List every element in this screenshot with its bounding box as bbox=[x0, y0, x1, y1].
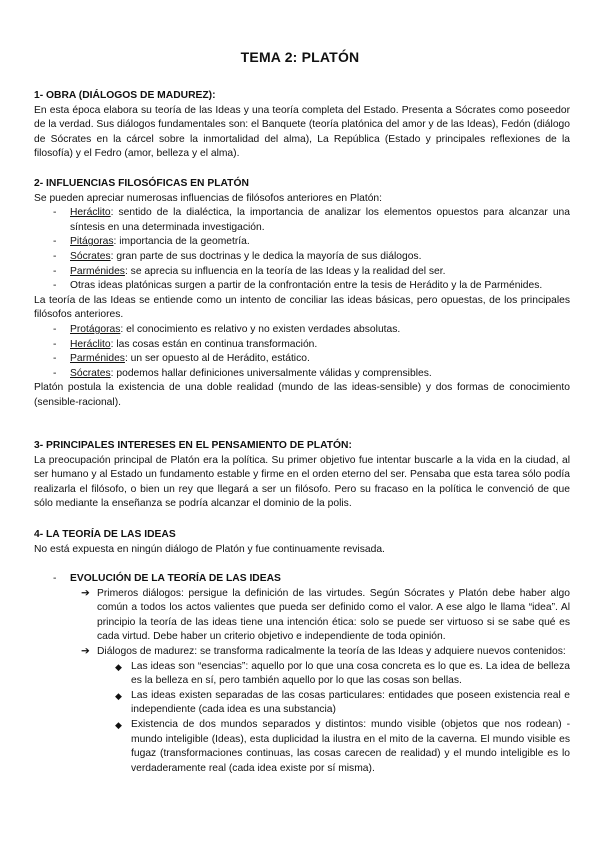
influencias-closing: Platón postula la existencia de una doble realidad (mundo de las ideas-sensible) y dos formas de conocimiento (sensible-racional). bbox=[34, 382, 570, 408]
section-obra bbox=[34, 89, 570, 162]
section-influencias bbox=[34, 177, 570, 411]
section-teoria-ideas bbox=[34, 528, 570, 557]
philosopher-name: Heráclito bbox=[70, 207, 111, 219]
philosopher-name: Parménides bbox=[70, 353, 125, 365]
list-item: - Sócrates: podemos hallar definiciones universalmente válidas y comprensibles. bbox=[34, 367, 570, 382]
list-item: - Parménides: un ser opuesto al de Herádito, estático. bbox=[34, 352, 570, 367]
list-item: ◆ Existencia de dos mundos separados y distintos: mundo visible (objetos que nos rodean) - mundo inteligible (Ideas), esta duplicidad la ilustra en el mito de la caverna. El mundo visible es fugaz (transformaciones continuas, las cosas carecen de realidad) y el mundo inteligible es lo verdaderamente real (cada idea existe por sí misma). bbox=[115, 718, 570, 774]
arrow-icon: ➔ bbox=[81, 587, 90, 599]
influencias-middle: La teoría de las Ideas se entiende como un intento de conciliar las ideas básicas, pero opuestas, de los principales filósofos anteriores. bbox=[34, 294, 570, 321]
list-item: - Pitágoras: importancia de la geometría. bbox=[34, 235, 570, 250]
arrow-icon: ➔ bbox=[81, 645, 90, 657]
section-intereses bbox=[34, 439, 570, 512]
section-heading-obra: 1- OBRA (DIÁLOGOS DE MADUREZ): bbox=[34, 90, 216, 101]
diamond-icon: ◆ bbox=[115, 719, 122, 730]
list-item: ◆ Las ideas son “esencias”: aquello por lo que una cosa concreta es lo que es. La idea de belleza es la belleza en sí, pero también aquello por lo que las cosas son bellas. bbox=[115, 660, 570, 687]
diamond-icon: ◆ bbox=[115, 690, 122, 701]
conciliacion-list bbox=[34, 323, 570, 381]
evolucion-list bbox=[34, 587, 570, 777]
philosopher-name: Sócrates bbox=[70, 250, 111, 262]
list-item: ➔ Diálogos de madurez: se transforma radicalmente la teoría de las Ideas y adquiere nuevos contenidos: ◆ Las ideas son “esencias”: aquello por lo que una cosa concreta es lo que es. La idea de belleza es la belleza en sí, pero también aquello por lo que las cosas son bellas. ◆ Las ideas existen separadas de las cosas particulares: entidades que poseen existencia real e independiente (cada idea es una substancia) ◆ Existencia de dos mundos separados y distintos: mundo visible (objetos que nos rodean) - mundo inteligible (Ideas), esta duplicidad la ilustra en el mito de la caverna. El mundo visible es fugaz (transformaciones continuas, las cosas carecen de realidad) y el mundo inteligible es lo verdaderamente real (cada idea existe por sí misma). bbox=[81, 645, 570, 776]
list-item: - Protágoras: el conocimiento es relativo y no existen verdades absolutas. bbox=[34, 323, 570, 338]
madurez-list bbox=[97, 660, 570, 777]
section-heading-teoria: 4- LA TEORÍA DE LAS IDEAS bbox=[34, 529, 176, 540]
section-text-intereses: La preocupación principal de Platón era la política. Su primer objetivo fue intentar buscarle a la vida en la ciudad, al ser humano y al Estado un fundamento estable y firme en el orden eterno del ser. Pensaba que esta tarea sólo podía realizarla el filósofo, o bien un rey que llegará a ser un filósofo. Pero su fracaso en la política le convenció de que sólo mediante la enseñanza se podría alcanzar el dominio de la polis. bbox=[34, 454, 570, 510]
section-text-obra: En esta época elabora su teoría de las Ideas y una teoría completa del Estado. Presenta a Sócrates como poseedor de la verdad. Sus diálogos fundamentales son: el Banquete (teoría platónica del amor y de las Ideas), Fedón (diálogo de Sócrates en la cárcel sobre la inmortalidad del alma), La República (Estado y principales reflexiones de la filosofía) y el Fedro (amor, belleza y el alma). bbox=[34, 104, 570, 160]
evolucion-block bbox=[34, 572, 570, 776]
page-title: TEMA 2: PLATÓN bbox=[240, 49, 360, 65]
philosopher-name: Protágoras bbox=[70, 323, 121, 335]
list-item: - Sócrates: gran parte de sus doctrinas y le dedica la mayoría de sus diálogos. bbox=[34, 250, 570, 265]
list-item: - Heráclito: las cosas están en continua transformación. bbox=[34, 338, 570, 353]
philosopher-name: Pitágoras bbox=[70, 236, 114, 248]
philosopher-name: Sócrates bbox=[70, 367, 111, 379]
evolucion-subheading: - EVOLUCIÓN DE LA TEORÍA DE LAS IDEAS bbox=[34, 572, 570, 587]
list-item: - Heráclito: sentido de la dialéctica, la importancia de analizar los elementos opuestos para alcanzar una síntesis en una determinada investigación. bbox=[34, 206, 570, 235]
philosopher-name: Parménides bbox=[70, 265, 125, 277]
diamond-icon: ◆ bbox=[115, 661, 122, 672]
influencias-list bbox=[34, 206, 570, 294]
section-text-teoria: No está expuesta en ningún diálogo de Platón y fue continuamente revisada. bbox=[34, 543, 385, 555]
list-item: ➔ Primeros diálogos: persigue la definición de las virtudes. Según Sócrates y Platón debe haber algo común a todos los actos valientes que pueda ser definido como el valor. A ese algo le llama “idea”. Al principio la teoría de las ideas tiene una intención ética: solo se puede ser virtuoso si se sabe qué es cada virtud. Debe haber un criterio objetivo e independiente de toda opinión. bbox=[81, 587, 570, 643]
list-item: - Parménides: se aprecia su influencia en la teoría de las Ideas y la realidad del ser. bbox=[34, 265, 570, 280]
influencias-intro: Se pueden apreciar numerosas influencias de filósofos anteriores en Platón: bbox=[34, 192, 383, 204]
section-heading-intereses: 3- PRINCIPALES INTERESES EN EL PENSAMIENTO DE PLATÓN: bbox=[34, 440, 352, 451]
list-item: - Otras ideas platónicas surgen a partir de la confrontación entre la tesis de Herádito y la de Parménides. bbox=[34, 279, 570, 294]
section-heading-influencias: 2- INFLUENCIAS FILOSÓFICAS EN PLATÓN bbox=[34, 178, 249, 189]
philosopher-name: Heráclito bbox=[70, 338, 111, 350]
list-item: ◆ Las ideas existen separadas de las cosas particulares: entidades que poseen existencia real e independiente (cada idea es una substancia) bbox=[115, 689, 570, 716]
